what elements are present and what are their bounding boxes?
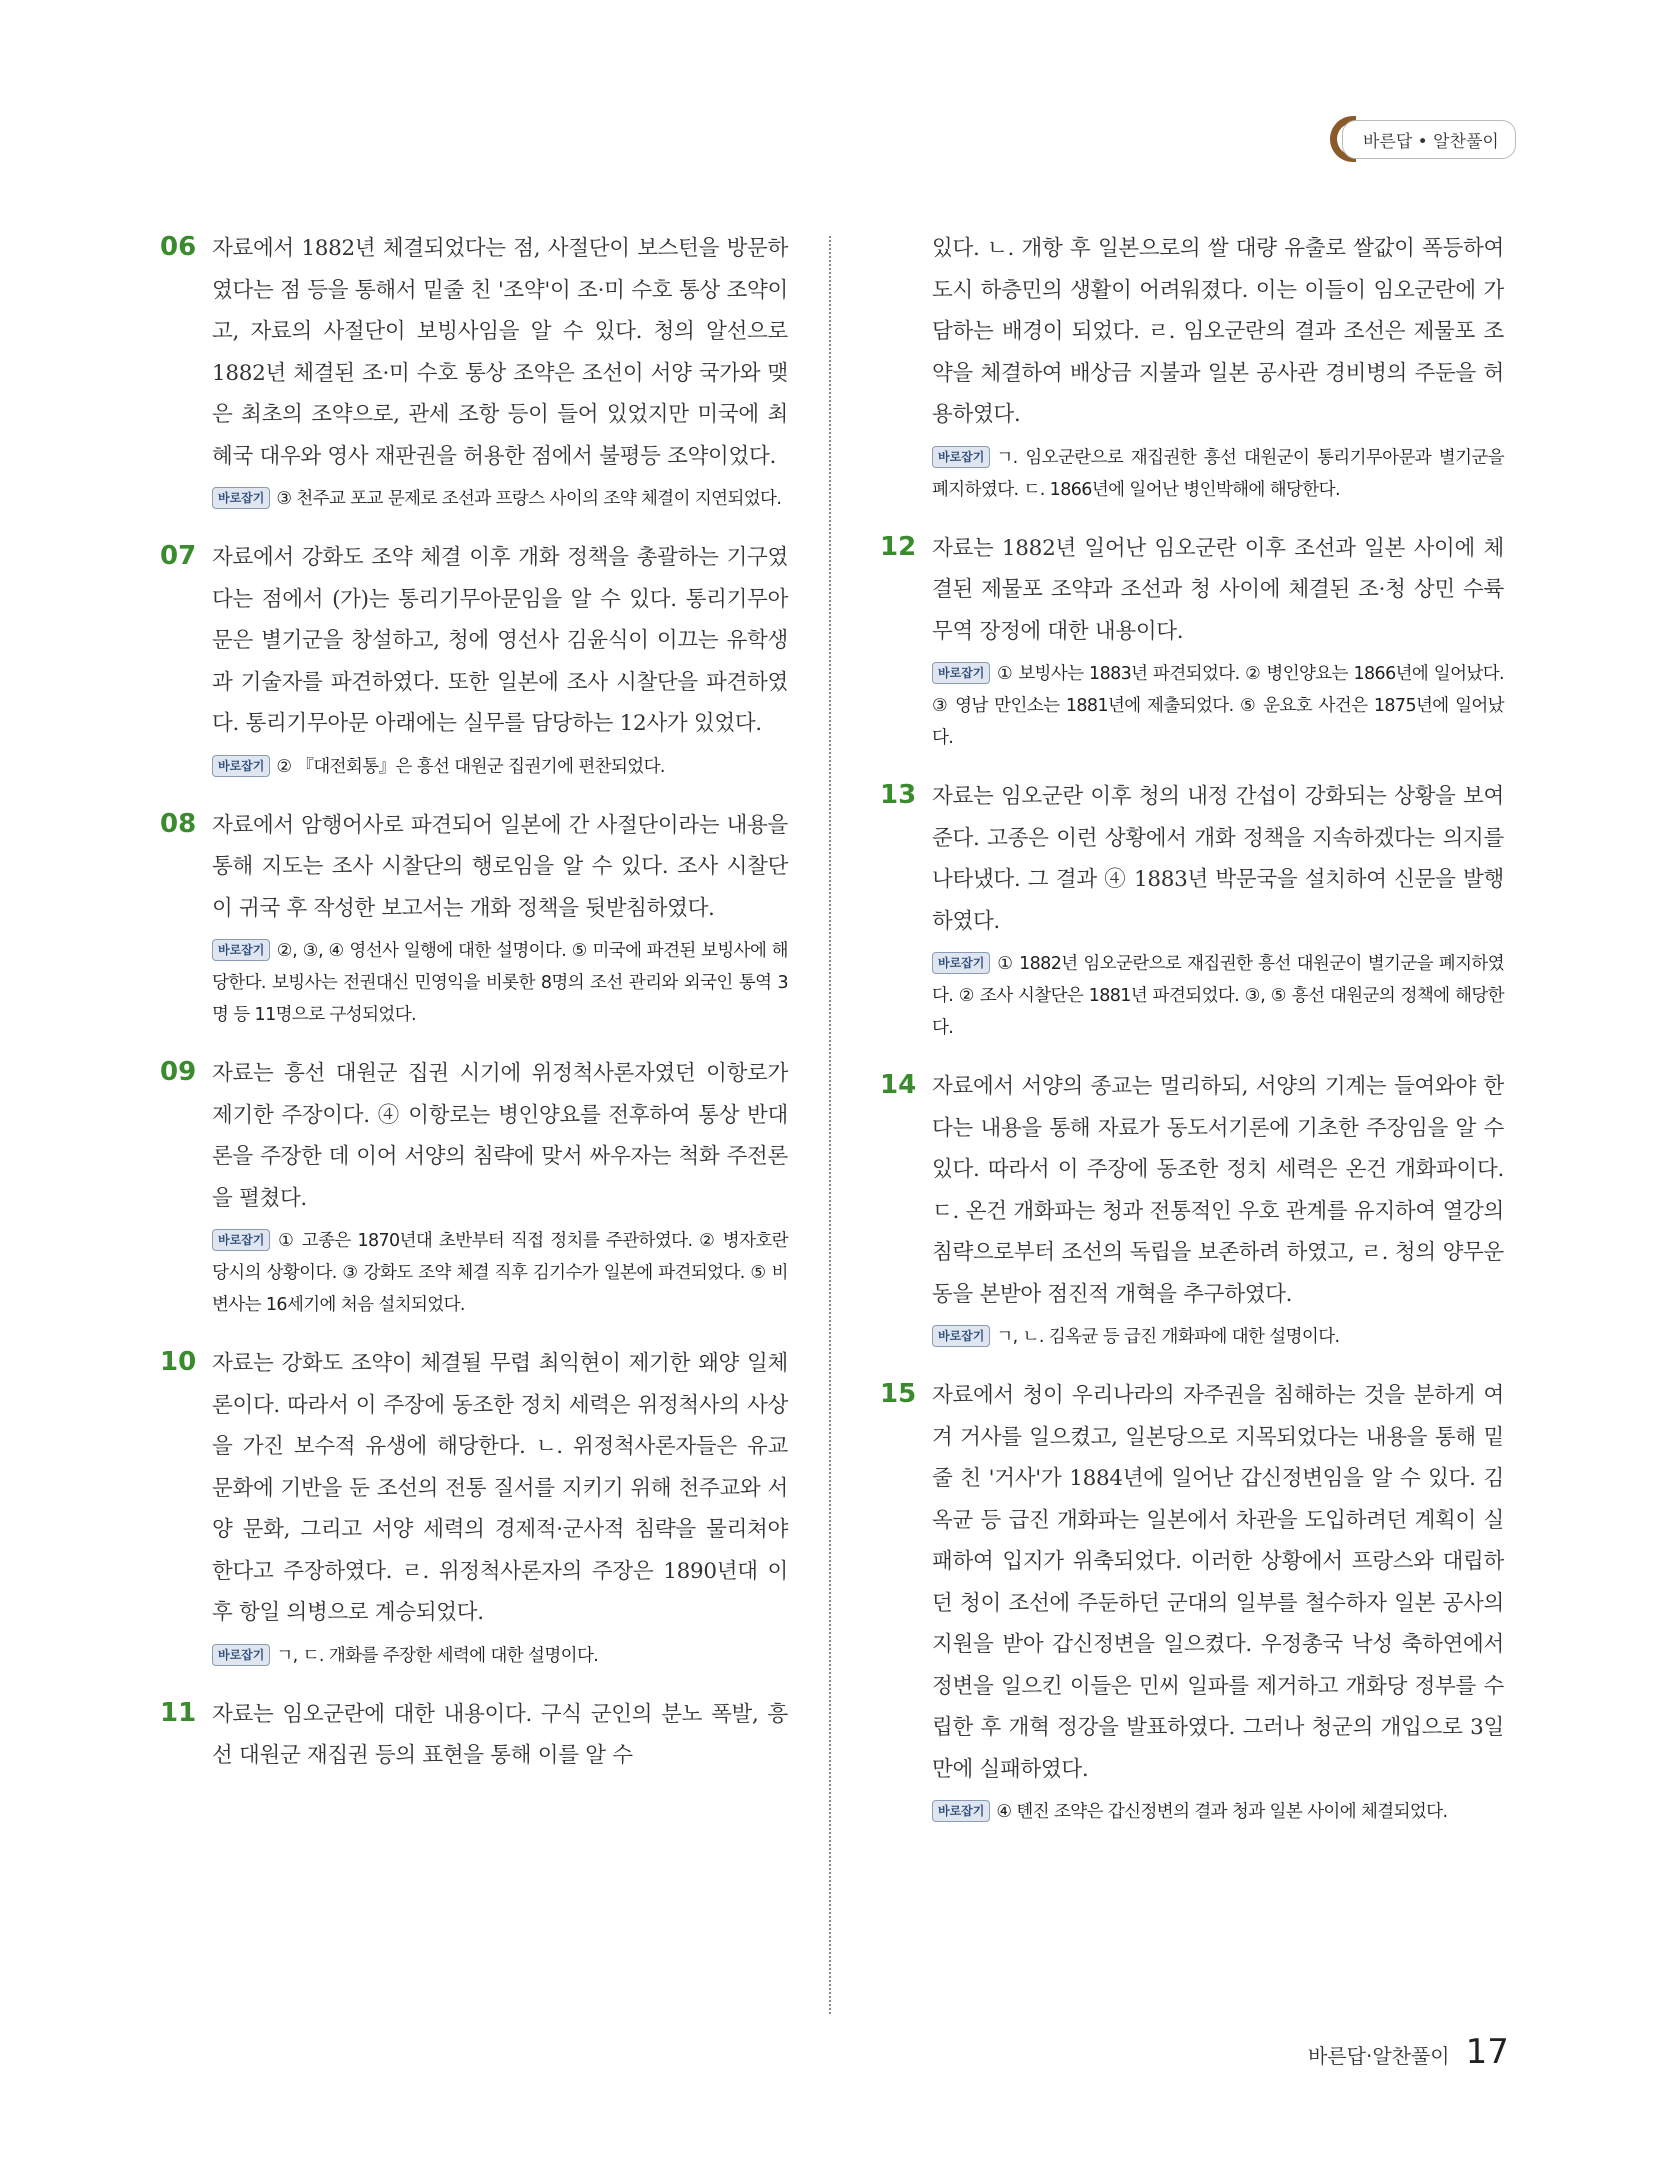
- correction-note: [932, 442, 1504, 506]
- item-explanation: 자료는 흥선 대원군 집권 시기에 위정척사론자였던 이항로가 제기한 주장이다. ④ 이항로는 병인양요를 전후하여 통상 반대론을 주장한 데 이어 서양의 침략에 맞서 싸우자는 척화 주전론을 펼쳤다.: [212, 1061, 788, 1211]
- item-explanation: 있다. ㄴ. 개항 후 일본으로의 쌀 대량 유출로 쌀값이 폭등하여 도시 하층민의 생활이 어려워졌다. 이는 이들이 임오군란에 가담하는 배경이 되었다. ㄹ. 임오군란의 결과 조선은 제물포 조약을 체결하여 배상금 지불과 일본 공사관 경비병의 주둔을 허용하였다.: [932, 236, 1504, 427]
- answer-item: [160, 228, 788, 515]
- item-number: 10: [160, 1347, 197, 1377]
- footer-label: 바른답·알찬풀이: [1308, 2044, 1450, 2068]
- correction-note: [932, 1321, 1504, 1353]
- correction-note: [212, 935, 788, 1031]
- item-number: 08: [160, 808, 197, 839]
- correction-text: ㄱ, ㄷ. 개화를 주장한 세력에 대한 설명이다.: [276, 1645, 599, 1666]
- correction-badge: 바로잡기: [932, 1325, 990, 1347]
- correction-text: ㄱ, ㄴ. 김옥균 등 급진 개화파에 대한 설명이다.: [996, 1327, 1340, 1347]
- page-footer: [1308, 2032, 1509, 2072]
- item-explanation: 자료에서 서양의 종교는 멀리하되, 서양의 기계는 들여와야 한다는 내용을 통해 자료가 동도서기론에 기초한 주장임을 알 수 있다. 따라서 이 주장에 동조한 정치 세력은 온건 개화파이다. ㄷ. 온건 개화파는 청과 전통적인 우호 관계를 유지하여 열강의 침략으로부터 조선의 독립을 보존하려 하였고, ㄹ. 청의 양무운동을 본받아 점진적 개혁을 추구하였다.: [932, 1074, 1504, 1307]
- correction-badge: 바로잡기: [212, 939, 270, 961]
- item-number: 15: [880, 1379, 917, 1409]
- item-explanation: 자료는 1882년 일어난 임오군란 이후 조선과 일본 사이에 체결된 제물포 조약과 조선과 청 사이에 체결된 조·청 상민 수륙 무역 장정에 대한 내용이다.: [932, 535, 1504, 644]
- correction-badge: 바로잡기: [212, 1229, 270, 1251]
- item-explanation: 자료에서 암행어사로 파견되어 일본에 간 사절단이라는 내용을 통해 지도는 조사 시찰단의 행로임을 알 수 있다. 조사 시찰단이 귀국 후 작성한 보고서는 개화 정책을 뒷받침하였다.: [212, 812, 788, 921]
- item-number: 13: [880, 780, 917, 810]
- page-number: 17: [1465, 2032, 1509, 2072]
- correction-badge: 바로잡기: [212, 755, 270, 777]
- correction-badge: 바로잡기: [932, 1800, 990, 1822]
- correction-text: ② 『대전회통』은 흥선 대원군 집권기에 편찬되었다.: [276, 756, 665, 777]
- correction-text: ① 보빙사는 1883년 파견되었다. ② 병인양요는 1866년에 일어났다. ③ 영남 만인소는 1881년에 제출되었다. ⑤ 운요호 사건은 1875년에 일어났다.: [932, 664, 1504, 748]
- correction-text: ③ 천주교 포교 문제로 조선과 프랑스 사이의 조약 체결이 지연되었다.: [276, 489, 782, 509]
- correction-text: ②, ③, ④ 영선사 일행에 대한 설명이다. ⑤ 미국에 파견된 보빙사에 해당한다. 보빙사는 전권대신 민영익을 비롯한 8명의 조선 관리와 외국인 통역 3명 등 11명으로 구성되었다.: [212, 941, 788, 1025]
- right-column: [880, 228, 1504, 1828]
- answer-item: [160, 1343, 788, 1672]
- item-number: 09: [160, 1057, 197, 1087]
- item-explanation: 자료에서 강화도 조약 체결 이후 개화 정책을 총괄하는 기구였다는 점에서 (가)는 통리기무아문임을 알 수 있다. 통리기무아문은 별기군을 창설하고, 청에 영선사 김윤식이 이끄는 유학생과 기술자를 파견하였다. 또한 일본에 조사 시찰단을 파견하였다. 통리기무아문 아래에는 실무를 담당하는 12사가 있었다.: [212, 545, 788, 736]
- answer-item: [160, 1694, 788, 1777]
- answer-item: [160, 1053, 788, 1321]
- item-explanation: 자료는 강화도 조약이 체결될 무렵 최익현이 제기한 왜양 일체론이다. 따라서 이 주장에 동조한 정치 세력은 위정척사의 사상을 가진 보수적 유생에 해당한다. ㄴ. 위정척사론자들은 유교 문화에 기반을 둔 조선의 전통 질서를 지키기 위해 천주교와 서양 문화, 그리고 서양 세력의 경제적·군사적 침략을 물리쳐야 한다고 주장하였다. ㄹ. 위정척사론자의 주장은 1890년대 이후 항일 의병으로 계승되었다.: [212, 1351, 788, 1625]
- correction-badge: 바로잡기: [212, 487, 270, 509]
- item-number: 07: [160, 541, 197, 571]
- correction-badge: 바로잡기: [212, 1644, 270, 1666]
- item-explanation: 자료에서 청이 우리나라의 자주권을 침해하는 것을 분하게 여겨 거사를 일으켰고, 일본당으로 지목되었다는 내용을 통해 밑줄 친 '거사'가 1884년에 일어난 갑신정변임을 알 수 있다. 김옥균 등 급진 개화파는 일본에서 차관을 도입하려던 계획이 실패하여 입지가 위축되었다. 이러한 상황에서 프랑스와 대립하던 청이 조선에 주둔하던 군대의 일부를 철수하자 일본 공사의 지원을 받아 갑신정변을 일으켰다. 우정총국 낙성 축하연에서 정변을 일으킨 이들은 민씨 일파를 제거하고 개화당 정부를 수립한 후 개혁 정강을 발표하였다. 그러나 청군의 개입으로 3일 만에 실패하였다.: [932, 1383, 1504, 1782]
- correction-badge: 바로잡기: [932, 446, 990, 468]
- item-explanation: 자료에서 1882년 체결되었다는 점, 사절단이 보스턴을 방문하였다는 점 등을 통해서 밑줄 친 '조약'이 조·미 수호 통상 조약이고, 자료의 사절단이 보빙사임을 알 수 있다. 청의 알선으로 1882년 체결된 조·미 수호 통상 조약은 조선이 서양 국가와 맺은 최초의 조약으로, 관세 조항 등이 들어 있었지만 미국에 최혜국 대우와 영사 재판권을 허용한 점에서 불평등 조약이었다.: [212, 236, 788, 469]
- correction-badge: 바로잡기: [932, 952, 990, 974]
- answer-item: [880, 1375, 1504, 1828]
- correction-text: ① 1882년 임오군란으로 재집권한 흥선 대원군이 별기군을 폐지하였다. ② 조사 시찰단은 1881년 파견되었다. ③, ⑤ 흥선 대원군의 정책에 해당한다.: [932, 954, 1504, 1038]
- correction-text: ㄱ. 임오군란으로 재집권한 흥선 대원군이 통리기무아문과 별기군을 폐지하였다. ㄷ. 1866년에 일어난 병인박해에 해당한다.: [932, 447, 1504, 500]
- answer-item: [160, 805, 788, 1032]
- correction-note: [212, 1640, 788, 1672]
- answer-item: [160, 537, 788, 783]
- item-number: 12: [880, 531, 917, 562]
- item-explanation: 자료는 임오군란 이후 청의 내정 간섭이 강화되는 상황을 보여 준다. 고종은 이런 상황에서 개화 정책을 지속하겠다는 의지를 나타냈다. 그 결과 ④ 1883년 박문국을 설치하여 신문을 발행하였다.: [932, 784, 1504, 934]
- column-divider: [829, 236, 831, 2014]
- answer-item: [880, 776, 1504, 1044]
- correction-note: [932, 948, 1504, 1044]
- correction-badge: 바로잡기: [932, 662, 990, 684]
- item-number: 06: [160, 232, 197, 262]
- answer-item: [880, 1066, 1504, 1353]
- header-label: 바른답 • 알찬풀이: [1342, 120, 1516, 159]
- correction-note: [212, 1225, 788, 1321]
- item-explanation: 자료는 임오군란에 대한 내용이다. 구식 군인의 분노 폭발, 흥선 대원군 재집권 등의 표현을 통해 이를 알 수: [212, 1701, 788, 1768]
- answer-item: [880, 528, 1504, 755]
- correction-note: [932, 1796, 1504, 1828]
- section-header: [1330, 116, 1516, 162]
- correction-text: ① 고종은 1870년대 초반부터 직접 정치를 주관하였다. ② 병자호란 당시의 상황이다. ③ 강화도 조약 체결 직후 김기수가 일본에 파견되었다. ⑤ 비변사는 16세기에 처음 설치되었다.: [212, 1231, 788, 1315]
- left-column: [160, 228, 788, 1777]
- correction-note: [212, 483, 788, 515]
- correction-note: [212, 751, 788, 783]
- answer-item-continued: [880, 228, 1504, 506]
- correction-text: ④ 톈진 조약은 갑신정변의 결과 청과 일본 사이에 체결되었다.: [996, 1802, 1448, 1822]
- correction-note: [932, 658, 1504, 754]
- item-number: 11: [160, 1697, 197, 1728]
- item-number: 14: [880, 1070, 917, 1100]
